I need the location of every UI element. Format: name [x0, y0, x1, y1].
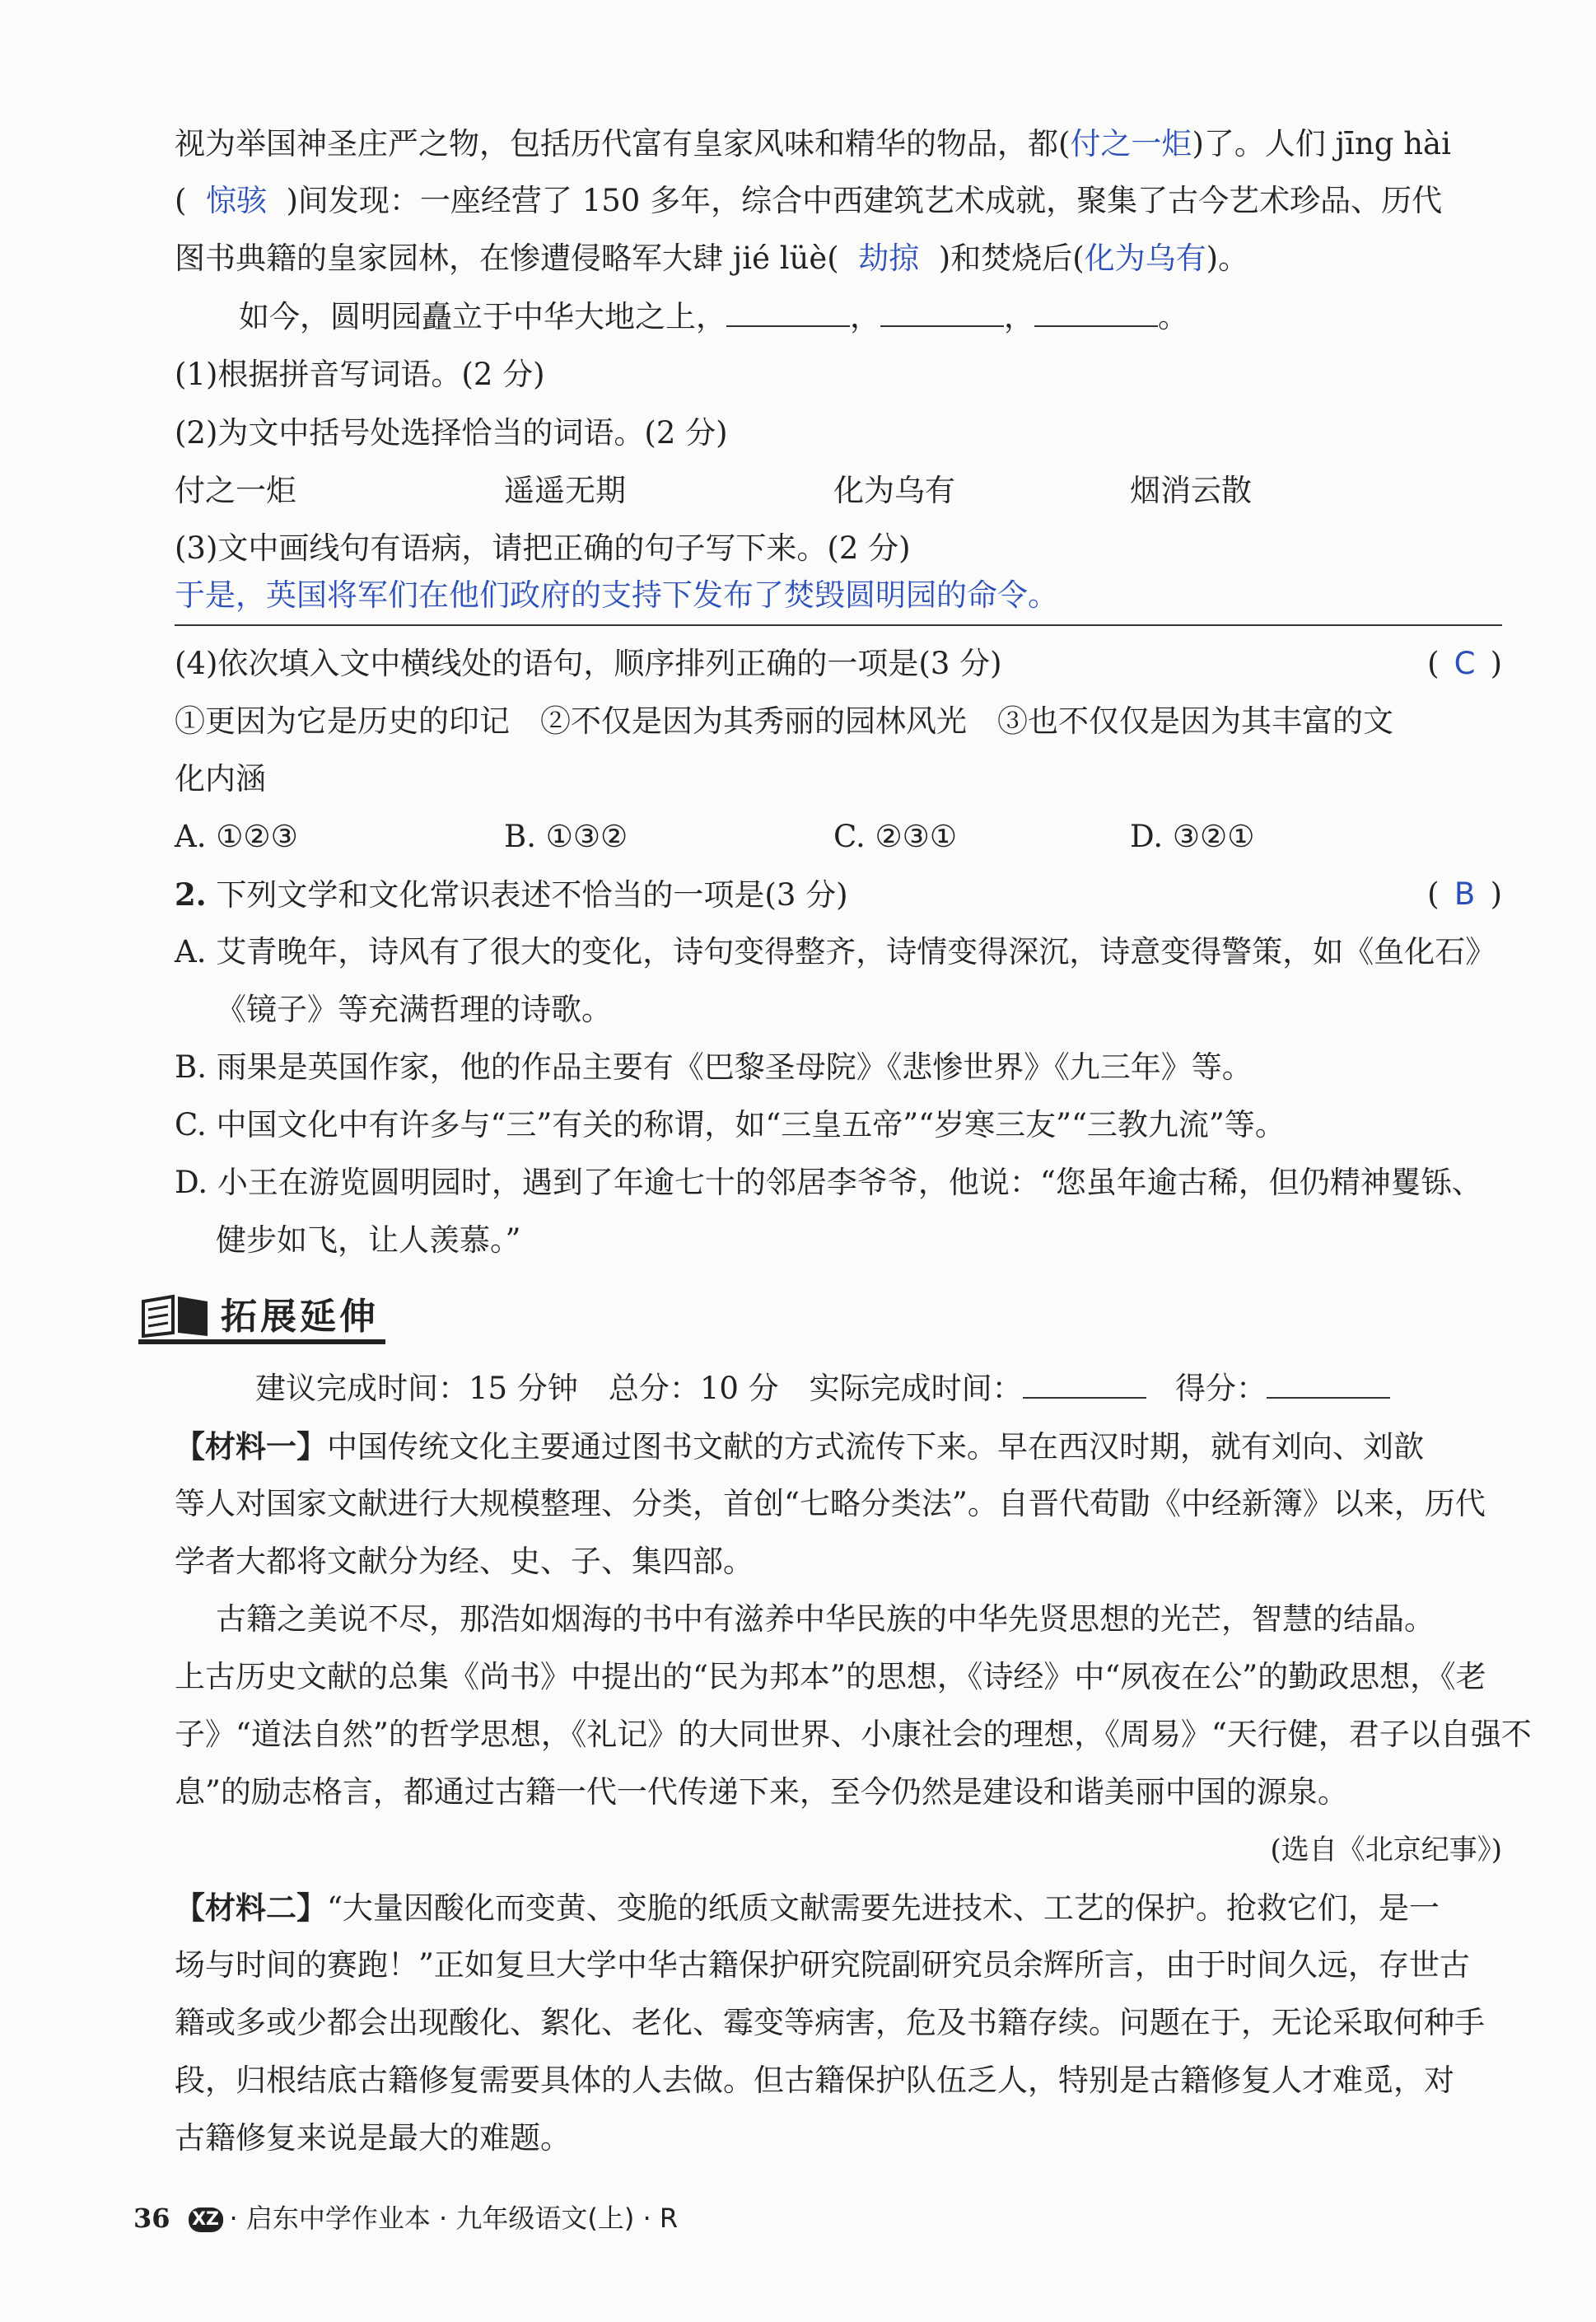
q2-option-a-cont: 《镜子》等充满哲理的诗歌。: [216, 992, 612, 1027]
q2-option-d-cont: 健步如飞，让人羡慕。”: [216, 1222, 521, 1258]
q1-sub4: (4)依次填入文中横线处的语句，顺序排列正确的一项是(3 分): [175, 646, 1002, 681]
section-title: 拓展延伸: [221, 1296, 379, 1338]
choice-word: 烟消云散: [1130, 473, 1252, 508]
page-footer: [133, 2198, 678, 2239]
option-a: A. ①②③: [175, 819, 298, 854]
q2-option-d: D. 小王在游览圆明园时，遇到了年逾七十的邻居李爷爷，他说：“您虽年逾古稀，但仍精神矍铄、: [175, 1165, 1482, 1200]
material1-line2: 等人对国家文献进行大规模整理、分类，首创“七略分类法”。自晋代荀勖《中经新簿》以来，历代: [175, 1486, 1486, 1521]
q2-option-c: C. 中国文化中有许多与“三”有关的称谓，如“三皇五帝”“岁寒三友”“三教九流”等。: [175, 1107, 1286, 1142]
section-header: [138, 1285, 402, 1343]
fill-blank-1[interactable]: [726, 301, 850, 327]
answer-line: [175, 624, 1502, 626]
option-c: C. ②③①: [833, 819, 958, 854]
answer-fuzhiyiju: 付之一炬: [1070, 126, 1192, 161]
fill-blank-2[interactable]: [880, 301, 1004, 327]
q2-option-a: A. 艾青晚年，诗风有了很大的变化，诗句变得整齐，诗情变得深沉，诗意变得警策，如《鱼化石》: [175, 934, 1496, 969]
q1-sub3: (3)文中画线句有语病，请把正确的句子写下来。(2 分): [175, 530, 911, 566]
q1-sub3-answer: 于是，英国将军们在他们政府的支持下发布了焚毁圆明园的命令。: [175, 577, 1058, 613]
para1-line2: ( 惊骇 )间发现：一座经营了 150 多年，综合中西建筑艺术成就，聚集了古今艺术珍品、历代: [175, 183, 1443, 218]
para1-line4: 如今，圆明园矗立于中华大地之上， ， ， 。: [239, 299, 1188, 334]
section-meta: 建议完成时间：15 分钟 总分：10 分 实际完成时间： 得分：: [255, 1364, 1583, 1413]
material2-line2: 场与时间的赛跑！”正如复旦大学中华古籍保护研究院副研究员余辉所言，由于时间久远，存世古: [175, 1947, 1470, 1983]
q1-sub4-options: [175, 812, 1502, 862]
q1-sub4-items-cont: 化内涵: [175, 761, 266, 797]
material1-line6: 子》“道法自然”的哲学思想，《礼记》的大同世界、小康社会的理想，《周易》“天行健，君子以自强不: [175, 1717, 1532, 1752]
fill-blank-3[interactable]: [1034, 301, 1158, 327]
page-number: 36: [133, 2203, 170, 2234]
actual-time-field[interactable]: [1023, 1372, 1146, 1399]
q2-answer: B: [1454, 876, 1476, 912]
choice-word: 化为乌有: [833, 473, 955, 508]
q1-sub2: (2)为文中括号处选择恰当的词语。(2 分): [175, 415, 728, 451]
q1-sub4-answer-box: ( C ): [1427, 639, 1502, 689]
material1-line7: 息”的励志格言，都通过古籍一代一代传递下来，至今仍然是建设和谐美丽中国的源泉。: [175, 1774, 1348, 1810]
material2-line5: 古籍修复来说是最大的难题。: [175, 2120, 571, 2156]
material2-label: 【材料二】: [175, 1890, 327, 1926]
publisher-logo: XZ: [189, 2208, 223, 2232]
material1-line5: 上古历史文献的总集《尚书》中提出的“民为邦本”的思想，《诗经》中“夙夜在公”的勤政思想，《老: [175, 1659, 1486, 1694]
section-underline: [138, 1339, 385, 1344]
q2-number: 2.: [175, 876, 207, 913]
q1-sub1: (1)根据拼音写词语。(2 分): [175, 357, 545, 392]
material1-source: (选自《北京纪事》): [1270, 1834, 1502, 1866]
material1-line3: 学者大都将文献分为经、史、子、集四部。: [175, 1544, 754, 1579]
answer-jinghai: 惊骇: [205, 183, 267, 218]
material1-line4: 古籍之美说不尽，那浩如烟海的书中有滋养中华民族的中华先贤思想的光芒，智慧的结晶。: [216, 1601, 1435, 1637]
choice-word: 遥遥无期: [504, 473, 626, 508]
q2-stem: 2. 下列文学和文化常识表述不恰当的一项是(3 分): [175, 876, 848, 913]
q2-answer-box: ( B ): [1427, 870, 1502, 919]
para1-line3: 图书典籍的皇家园林，在惨遭侵略军大肆 jié lüè( 劫掠 )和焚烧后(化为乌有)。: [175, 241, 1249, 276]
q1-choices: [175, 466, 1502, 516]
q1-sub4-answer: C: [1454, 646, 1476, 681]
choice-word: 付之一炬: [175, 473, 296, 508]
option-d: D. ③②①: [1130, 819, 1255, 854]
book-title: · 启东中学作业本 · 九年级语文(上) · R: [229, 2203, 679, 2234]
material2-line4: 段，归根结底古籍修复需要具体的人去做。但古籍保护队伍乏人，特别是古籍修复人才难觅，对: [175, 2063, 1454, 2098]
material2-line1: 【材料二】“大量因酸化而变黄、变脆的纸质文献需要先进技术、工艺的保护。抢救它们，是一: [175, 1890, 1440, 1926]
material1-label: 【材料一】: [175, 1428, 327, 1465]
q1-sub4-items: ①更因为它是历史的印记 ②不仅是因为其秀丽的园林风光 ③也不仅仅是因为其丰富的文: [175, 703, 1393, 739]
q2-option-b: B. 雨果是英国作家，他的作品主要有《巴黎圣母院》《悲惨世界》《九三年》等。: [175, 1049, 1253, 1085]
material1-line1: 【材料一】中国传统文化主要通过图书文献的方式流传下来。早在西汉时期，就有刘向、刘歆: [175, 1428, 1424, 1465]
para1-line1: 视为举国神圣庄严之物，包括历代富有皇家风味和精华的物品，都(付之一炬)了。人们 jīng hài: [175, 126, 1451, 161]
answer-huaweiwuyou: 化为乌有: [1084, 241, 1206, 276]
book-icon: [138, 1290, 212, 1339]
score-field[interactable]: [1267, 1372, 1390, 1399]
answer-jielue: 劫掠: [858, 241, 920, 276]
material2-line3: 籍或多或少都会出现酸化、絮化、老化、霉变等病害，危及书籍存续。问题在于，无论采取何种手: [175, 2005, 1485, 2040]
option-b: B. ①③②: [504, 819, 628, 854]
